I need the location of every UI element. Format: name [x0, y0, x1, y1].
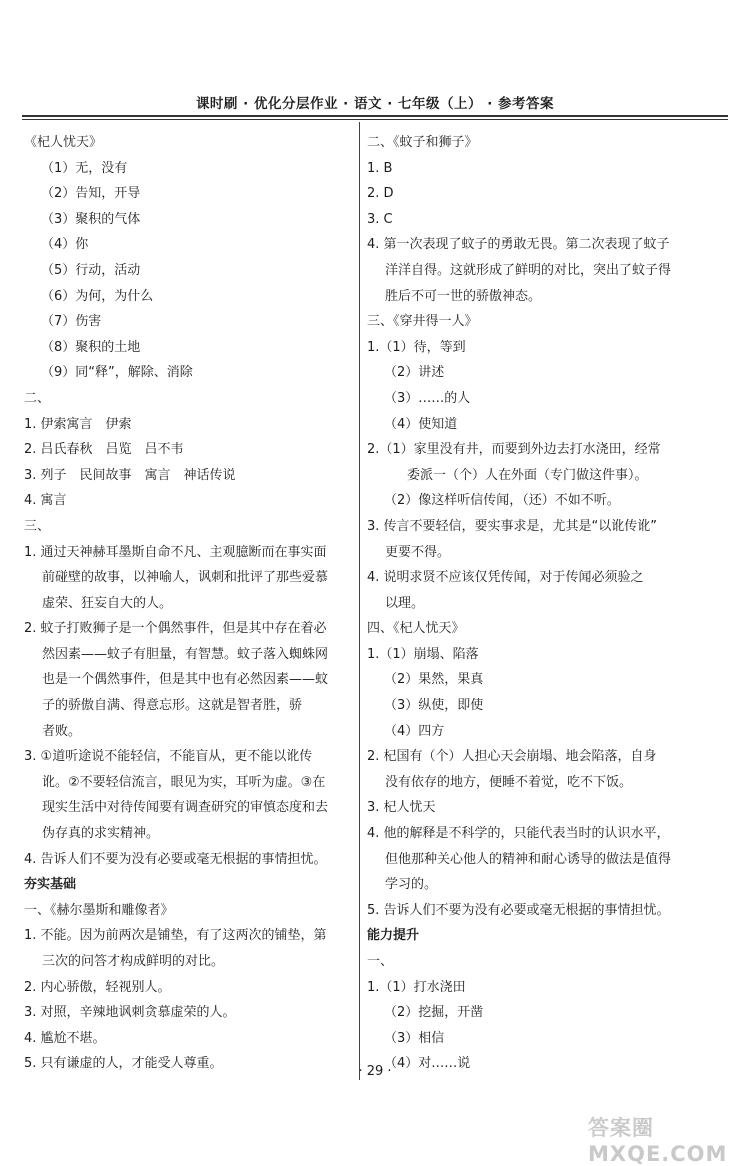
- answer-line: 者败。: [42, 723, 82, 739]
- answer-line: 也是一个偶然事件，但是其中也有必然因素——蚊: [42, 672, 329, 688]
- answer-line: （4）对……说: [384, 1056, 471, 1072]
- answer-line: （5）行动，活动: [41, 262, 141, 278]
- answer-line: 1. 不能。因为前两次是铺垫，有了这两次的铺垫，第: [24, 928, 327, 944]
- answer-line: 四、《杞人忧天》: [367, 621, 465, 637]
- answer-line: 4. 告诉人们不要为没有必要或毫无根据的事情担忧。: [24, 851, 327, 867]
- answer-line: 一、: [367, 954, 394, 969]
- answer-line: （4）你: [41, 237, 89, 253]
- answer-line: 4. 他的解释是不科学的，只能代表当时的认识水平，: [367, 826, 670, 842]
- answer-line: 3. 传言不要轻信，要实事求是，尤其是“以讹传讹”: [367, 518, 658, 534]
- answer-line: 1.（1）打水浇田: [367, 979, 466, 995]
- answer-line: 4. 第一次表现了蚊子的勇敢无畏。第二次表现了蚊子: [367, 237, 670, 253]
- answer-line: 三次的问答才构成鲜明的对比。: [42, 954, 225, 969]
- answer-line: 讹。②不要轻信流言，眼见为实，耳听为虚。③在: [42, 774, 326, 790]
- answer-line: 2. 杞国有（个）人担心天会崩塌、地会陷落，自身: [367, 749, 657, 765]
- answer-line: （8）聚积的土地: [41, 339, 141, 355]
- answer-line: 1.（1）崩塌、陷落: [367, 646, 479, 662]
- answer-line: （3）相信: [384, 1030, 445, 1046]
- answer-line: 虚荣、狂妄自大的人。: [42, 595, 173, 611]
- answer-line: 4. 尴尬不堪。: [24, 1030, 106, 1046]
- answer-line: 1. B: [367, 160, 393, 176]
- answer-line: 3. ①道听途说不能轻信，不能盲从，更不能以讹传: [24, 749, 313, 765]
- answer-line: 胜后不可一世的骄傲神态。: [385, 288, 542, 304]
- watermark: 答案圈 MXQE.COM: [588, 1116, 728, 1166]
- answer-line: 现实生活中对待传闻要有调查研究的审慎态度和去: [42, 800, 329, 816]
- answer-line: 以理。: [385, 595, 425, 611]
- header-rule-thin: [22, 119, 728, 120]
- answer-line: （2）告知，开导: [41, 186, 141, 202]
- answer-line: 3. 对照，辛辣地讽刺贪慕虚荣的人。: [24, 1005, 236, 1021]
- answer-line: （7）伤害: [41, 314, 102, 330]
- answer-line: 3. C: [367, 211, 393, 227]
- answer-line: 伪存真的求实精神。: [42, 826, 160, 842]
- section-heading: 夯实基础: [24, 877, 77, 893]
- answer-line: 5. 告诉人们不要为没有必要或毫无根据的事情担忧。: [367, 902, 670, 918]
- answer-line: 二、《蚊子和狮子》: [367, 135, 478, 150]
- header-rule-thick: [22, 115, 728, 117]
- answer-line: （4）使知道: [384, 416, 458, 432]
- answer-line: 三、《穿井得一人》: [367, 314, 478, 330]
- answer-line: （6）为何，为什么: [41, 288, 154, 304]
- right-column: [367, 130, 725, 1077]
- answer-line: 2. 蚊子打败狮子是一个偶然事件，但是其中存在着必: [24, 621, 327, 637]
- answer-line: 2. 吕氏春秋 吕览 吕不韦: [24, 442, 184, 458]
- answer-line: （3）纵使，即使: [384, 698, 484, 714]
- page-header: 课时刷 · 优化分层作业 · 语文 · 七年级（上） · 参考答案: [195, 96, 555, 112]
- answer-line: 然因素——蚊子有胆量，有智慧。蚊子落入蜘蛛网: [42, 646, 329, 662]
- answer-line: 2. 内心骄傲，轻视别人。: [24, 979, 171, 995]
- answer-line: 3. 列子 民间故事 寓言 神话传说: [24, 467, 236, 483]
- answer-line: （3）……的人: [384, 390, 471, 406]
- section-heading: 能力提升: [367, 928, 420, 944]
- answer-line: （2）果然，果真: [384, 672, 484, 688]
- column-divider: [359, 122, 360, 1080]
- answer-line: 2. D: [367, 186, 394, 202]
- answer-line: 4. 寓言: [24, 493, 67, 509]
- answer-line: 二、: [24, 390, 51, 406]
- answer-line: （9）同“释”，解除、消除: [41, 365, 193, 381]
- answer-line: 洋洋自得。这就形成了鲜明的对比，突出了蚊子得: [385, 262, 672, 278]
- answer-line: 3. 杞人忧天: [367, 800, 436, 816]
- answer-line: 《杞人忧天》: [24, 135, 103, 150]
- answer-line: （1）无，没有: [41, 160, 128, 176]
- answer-line: （3）聚积的气体: [41, 211, 141, 227]
- answer-line: 前碰壁的故事，以神喻人，讽刺和批评了那些爱慕: [42, 570, 329, 586]
- answer-line: 1. 伊索寓言 伊索: [24, 416, 132, 432]
- answer-line: 5. 只有谦虚的人，才能受人尊重。: [24, 1056, 223, 1072]
- page-number: · 29 ·: [358, 1064, 392, 1079]
- left-column: [24, 130, 350, 1077]
- answer-line: （2）讲述: [384, 365, 445, 381]
- answer-line: 但他那种关心他人的精神和耐心诱导的做法是值得: [385, 851, 672, 867]
- answer-line: 一、《赫尔墨斯和雕像者》: [24, 902, 174, 918]
- answer-line: 1. 通过天神赫耳墨斯自命不凡、主观臆断而在事实面: [24, 544, 327, 560]
- answer-line: 没有依存的地方，便睡不着觉，吃不下饭。: [385, 774, 633, 790]
- answer-line: （2）像这样听信传闻，（还）不如不听。: [384, 493, 620, 509]
- answer-line: 三、: [24, 518, 51, 534]
- answer-line: 2.（1）家里没有井，而要到外边去打水浇田，经常: [367, 442, 661, 458]
- answer-line: 4. 说明求贤不应该仅凭传闻，对于传闻必须验之: [367, 570, 644, 586]
- answer-line: 1.（1）待，等到: [367, 339, 466, 355]
- answer-line: 学习的。: [385, 877, 438, 893]
- answer-line: 更要不得。: [385, 544, 451, 560]
- answer-line: （4）四方: [384, 723, 445, 739]
- answer-line: 子的骄傲自满、得意忘形。这就是智者胜，骄: [42, 698, 303, 714]
- answer-line: （2）挖掘，开凿: [384, 1005, 484, 1021]
- answer-line: 委派一（个）人在外面（专门做这件事）。: [407, 467, 648, 483]
